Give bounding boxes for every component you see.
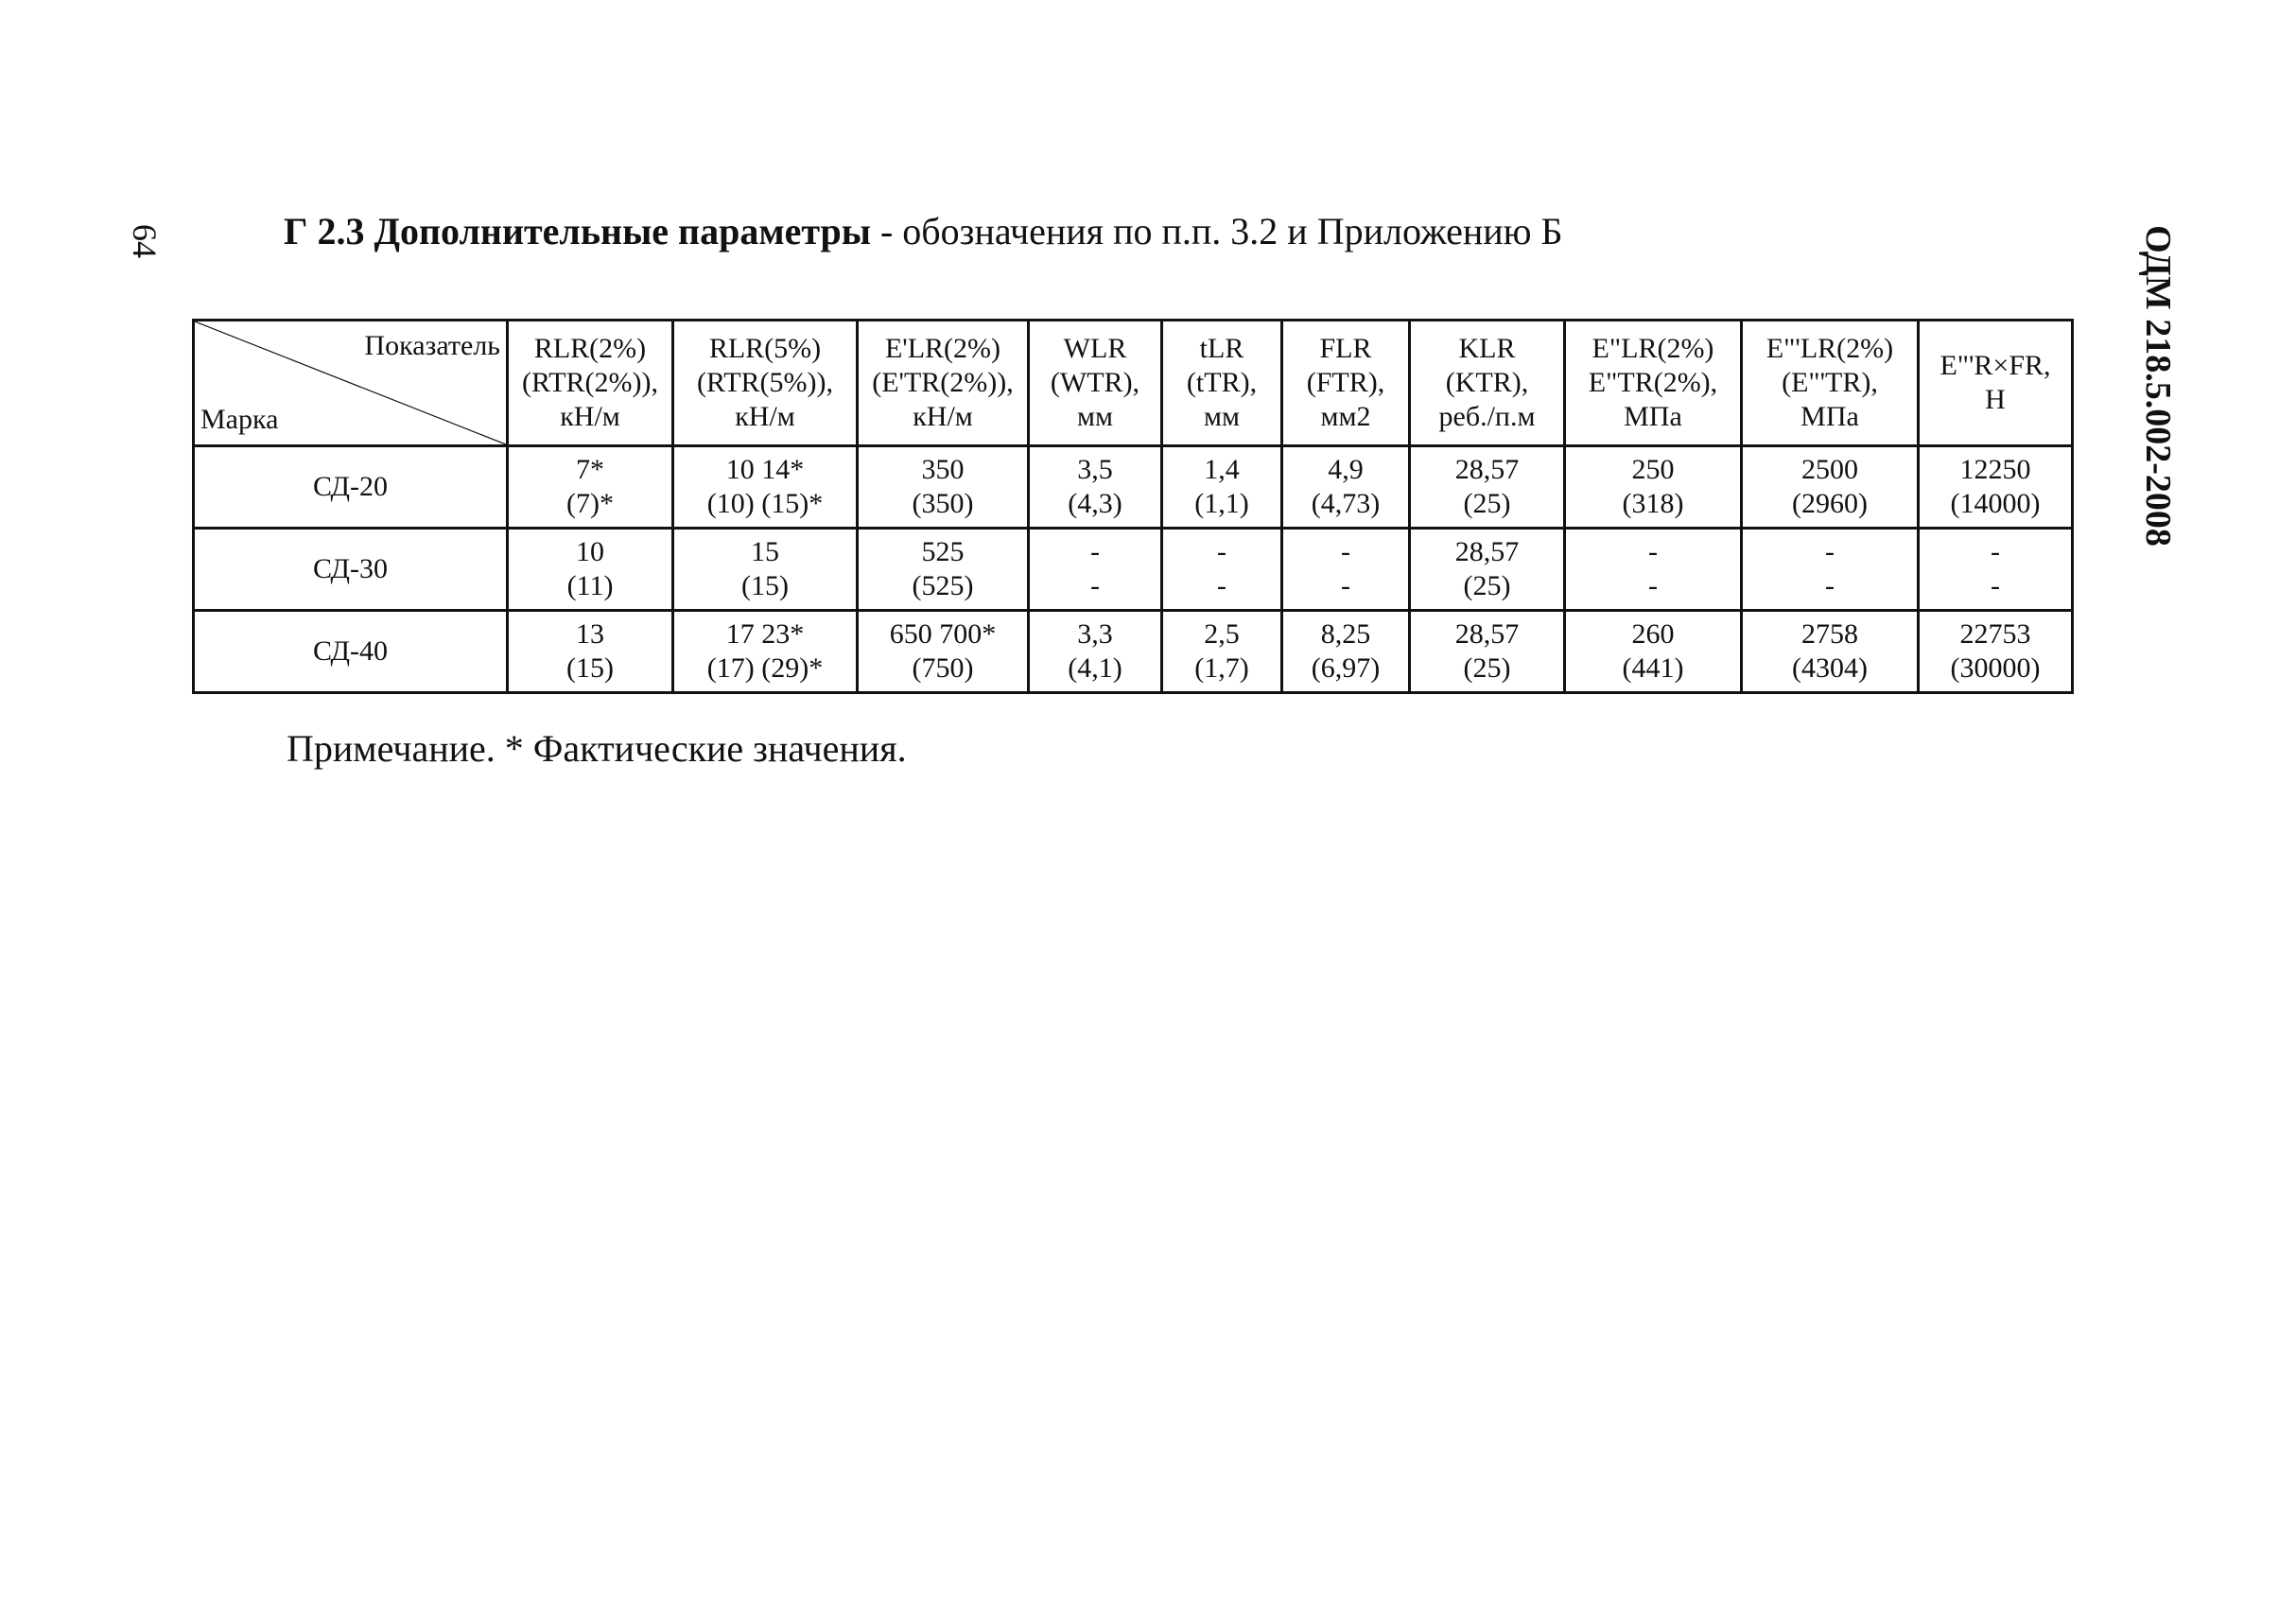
cell-value: (525) [912,570,974,601]
table-cell [1029,529,1162,611]
cell-value: (14000) [1950,488,2041,519]
cell-value: - [1341,536,1350,567]
cell-value: (25) [1463,652,1511,684]
cell-value: 12250 [1959,454,2031,485]
cell-value: 10 14* [725,454,805,485]
cell-value: 28,57 [1454,454,1520,485]
header-r-2 [508,321,673,446]
cell-value: 3,5 [1077,454,1113,485]
header-line: мм [1204,401,1240,432]
header-line: кН/м [560,401,620,432]
table-cell [508,529,673,611]
cell-value: 4,9 [1328,454,1364,485]
cell-value: 3,3 [1077,618,1113,650]
cell-value: (350) [912,488,974,519]
table-cell [1565,446,1742,529]
table-header-row [194,321,2073,446]
header-line: МПа [1624,401,1682,432]
table-cell [673,611,858,693]
header-t [1162,321,1282,446]
header-w [1029,321,1162,446]
header-line: (FTR), [1306,367,1385,398]
table-row [194,611,2073,693]
table-row [194,446,2073,529]
table-cell [1919,611,2073,693]
header-line: (tTR), [1186,367,1258,398]
cell-value: (750) [912,652,974,684]
cell-value: - [1648,536,1658,567]
cell-value: (10) (15)* [706,488,824,519]
cell-value: (2960) [1792,488,1868,519]
table-cell [1742,529,1919,611]
cell-value: (25) [1463,570,1511,601]
header-line: мм2 [1320,401,1371,432]
table-cell [1742,611,1919,693]
table-cell [858,611,1029,693]
table-cell [1410,611,1565,693]
header-line: МПа [1800,401,1859,432]
table-cell [673,446,858,529]
table-cell [1282,446,1410,529]
header-line: KLR [1458,333,1516,364]
header-line: кН/м [735,401,795,432]
header-line: RLR(2%) [533,333,647,364]
header-line: реб./п.м [1438,401,1536,432]
header-line: (KTR), [1445,367,1529,398]
table-note: Примечание. * Фактические значения. [287,727,907,770]
cell-value: (441) [1622,652,1684,684]
cell-value: 13 [576,618,604,650]
cell-value: 1,4 [1204,454,1240,485]
cell-value: (4,73) [1311,488,1381,519]
cell-value: (7)* [566,488,614,519]
cell-value: - [1090,536,1100,567]
header-line: WLR [1063,333,1127,364]
row-mark: СД-20 [194,446,508,529]
cell-value: - [1991,536,2000,567]
cell-value: 260 [1631,618,1675,650]
header-e-prime [858,321,1029,446]
header-line: E"LR(2%) [1592,333,1714,364]
row-mark: СД-30 [194,529,508,611]
document-code: ОДМ 218.5.002-2008 [2138,225,2178,547]
cell-value: (30000) [1950,652,2041,684]
table-cell [673,529,858,611]
cell-value: - [1825,536,1835,567]
header-line: FLR [1319,333,1372,364]
header-line: E"'R×FR, [1939,350,2051,381]
table-cell [1742,446,1919,529]
cell-value: 17 23* [725,618,805,650]
header-e-times-f [1919,321,2073,446]
corner-cell [194,321,508,446]
header-e-triple [1742,321,1919,446]
table-cell [1162,446,1282,529]
cell-value: 28,57 [1454,618,1520,650]
cell-value: 2,5 [1204,618,1240,650]
cell-value: 2758 [1801,618,1858,650]
cell-value: (1,1) [1194,488,1249,519]
table-cell [1162,529,1282,611]
header-line: (E"'TR), [1782,367,1878,398]
cell-value: - [1991,570,2000,601]
cell-value: - [1825,570,1835,601]
table-cell [1282,529,1410,611]
table-cell [1410,446,1565,529]
cell-value: 250 [1631,454,1675,485]
row-mark: СД-40 [194,611,508,693]
table-cell [1565,611,1742,693]
header-line: мм [1077,401,1113,432]
cell-value: (318) [1622,488,1684,519]
cell-value: 10 [576,536,604,567]
cell-value: (4,3) [1068,488,1122,519]
header-line: E'LR(2%) [884,333,1001,364]
cell-value: (4,1) [1068,652,1122,684]
heading-bold: Г 2.3 Дополнительные параметры [284,210,871,252]
header-line: кН/м [913,401,973,432]
header-line: (WTR), [1050,367,1140,398]
table-cell [1919,529,2073,611]
table-cell [1282,611,1410,693]
header-r-5 [673,321,858,446]
cell-value: 350 [921,454,965,485]
table-cell [508,446,673,529]
header-line: Н [1985,384,2006,415]
table-cell [1410,529,1565,611]
cell-value: 22753 [1959,618,2031,650]
cell-value: - [1217,570,1226,601]
parameters-table [192,319,2074,694]
cell-value: (6,97) [1311,652,1381,684]
cell-value: (17) (29)* [706,652,824,684]
cell-value: 8,25 [1320,618,1371,650]
cell-value: (4304) [1792,652,1868,684]
cell-value: (15) [741,570,789,601]
header-line: RLR(5%) [708,333,822,364]
corner-label-mark: Марка [200,404,279,435]
cell-value: 7* [576,454,604,485]
cell-value: 525 [921,536,965,567]
cell-value: - [1648,570,1658,601]
header-f [1282,321,1410,446]
header-line: (E'TR(2%)), [872,367,1014,398]
cell-value: - [1090,570,1100,601]
header-e-double [1565,321,1742,446]
table-cell [1029,446,1162,529]
header-k [1410,321,1565,446]
table-cell [858,529,1029,611]
header-line: tLR [1199,333,1244,364]
table-cell [1919,446,2073,529]
header-line: E"TR(2%), [1588,367,1718,398]
cell-value: 15 [751,536,779,567]
corner-label-indicator: Показатель [364,330,500,361]
table-cell [1162,611,1282,693]
page-number: 64 [126,224,164,258]
table-cell [858,446,1029,529]
table-cell [1029,611,1162,693]
cell-value: - [1341,570,1350,601]
table-cell [508,611,673,693]
section-heading [284,208,1835,255]
heading-rest: - обозначения по п.п. 3.2 и Приложению Б [870,210,1563,252]
header-line: E"'LR(2%) [1765,333,1894,364]
header-line: (RTR(5%)), [697,367,833,398]
cell-value: (11) [566,570,614,601]
table-cell [1565,529,1742,611]
cell-value: 650 700* [889,618,997,650]
header-line: (RTR(2%)), [522,367,658,398]
cell-value: (1,7) [1194,652,1249,684]
cell-value: (25) [1463,488,1511,519]
table-row [194,529,2073,611]
cell-value: 28,57 [1454,536,1520,567]
cell-value: (15) [566,652,614,684]
cell-value: 2500 [1801,454,1858,485]
cell-value: - [1217,536,1226,567]
